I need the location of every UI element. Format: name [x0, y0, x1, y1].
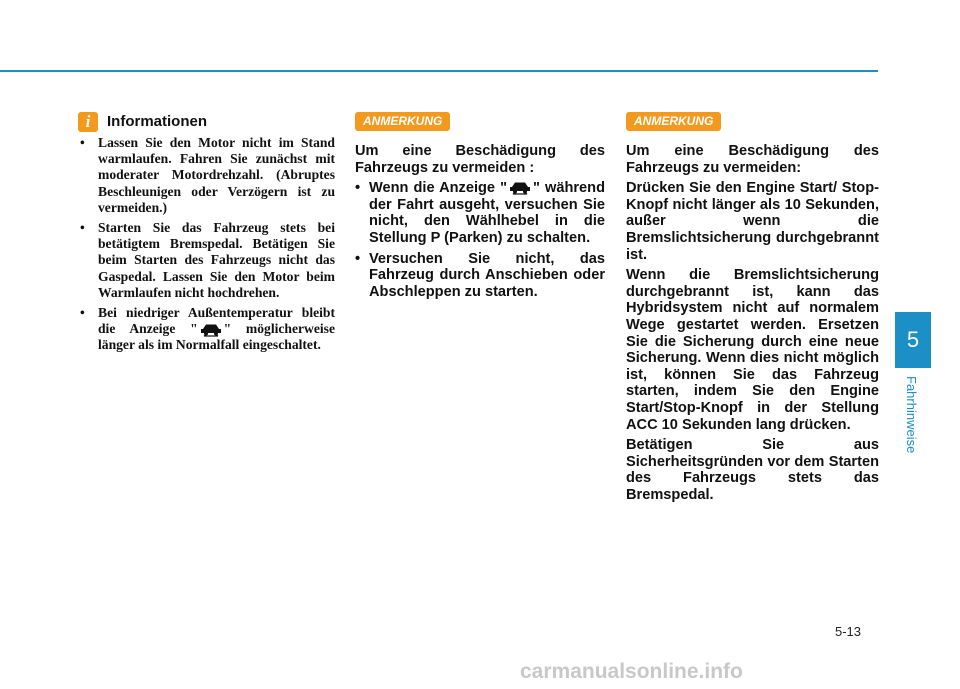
note1-item-indicator-after: " während der Fahrt ausgeht, versuchen Sie nicht, den Wählhebel in die Stellung P (Parken) zu schalten. [369, 180, 605, 246]
ready-car-icon [200, 323, 222, 337]
info-title: Informationen [107, 112, 207, 130]
note1-column [355, 112, 605, 304]
info-item-warmup: • Lassen Sie den Motor nicht im Stand warmlaufen. Fahren Sie zunächst mit moderater Motordrehzahl. (Abruptes Beschleunigen oder Verzögern ist zu vermeiden.) [78, 135, 335, 216]
note1-list [355, 180, 605, 300]
info-list [78, 135, 335, 354]
note1-item-indicator-before: Wenn die Anzeige " [369, 180, 508, 197]
note1-intro: Um eine Beschädigung des Fahrzeugs zu vermeiden : [355, 143, 605, 176]
ready-car-icon [509, 181, 531, 195]
chapter-title: Fahrhinweise [904, 376, 919, 454]
note2-badge: ANMERKUNG [626, 112, 721, 131]
page-number: 5-13 [835, 624, 862, 639]
note1-item-pushstart: • Versuchen Sie nicht, das Fahrzeug durch Anschieben oder Abschleppen zu starten. [355, 251, 605, 301]
info-item-temperature [78, 305, 335, 354]
info-item-brake: • Starten Sie das Fahrzeug stets bei betätigtem Bremspedal. Betätigen Sie beim Starten des Fahrzeugs nicht das Gaspedal. Lassen Sie den Motor beim Warmlaufen nicht hochdrehen. [78, 220, 335, 301]
note1-item-indicator [355, 180, 605, 246]
note2-intro: Um eine Beschädigung des Fahrzeugs zu vermeiden: [626, 143, 879, 176]
info-header [78, 112, 335, 132]
info-icon: i [78, 112, 98, 132]
info-item-temperature-before: Bei niedriger Außentemperatur bleibt die Anzeige " [98, 305, 335, 337]
info-item-temperature-after: " möglicherweise länger als im Normalfall eingeschaltet. [98, 321, 336, 353]
note2-para-start-button: Drücken Sie den Engine Start/ Stop-Knopf nicht länger als 10 Sekunden, außer wenn die Bremslichtsicherung durchgebrannt ist. [626, 180, 879, 263]
note2-column [626, 112, 879, 507]
chapter-tab: 5 [895, 312, 931, 368]
info-column [78, 112, 335, 358]
note2-para-fuse: Wenn die Bremslichtsicherung durchgebrannt ist, kann das Hybridsystem nicht auf normalem Wege gestartet werden. Ersetzen Sie die Sicherung durch eine neue Sicherung. Wenn dies nicht möglich ist, können Sie das Fahrzeug starten, indem Sie den Engine Start/Stop-Knopf in der Stellung ACC 10 Sekunden lang drücken. [626, 267, 879, 433]
note1-badge: ANMERKUNG [355, 112, 450, 131]
header-rule [0, 70, 878, 72]
watermark: carmanualsonline.info [520, 660, 743, 683]
note2-para-brake: Betätigen Sie aus Sicherheitsgründen vor dem Starten des Fahrzeugs stets das Bremspedal. [626, 437, 879, 503]
